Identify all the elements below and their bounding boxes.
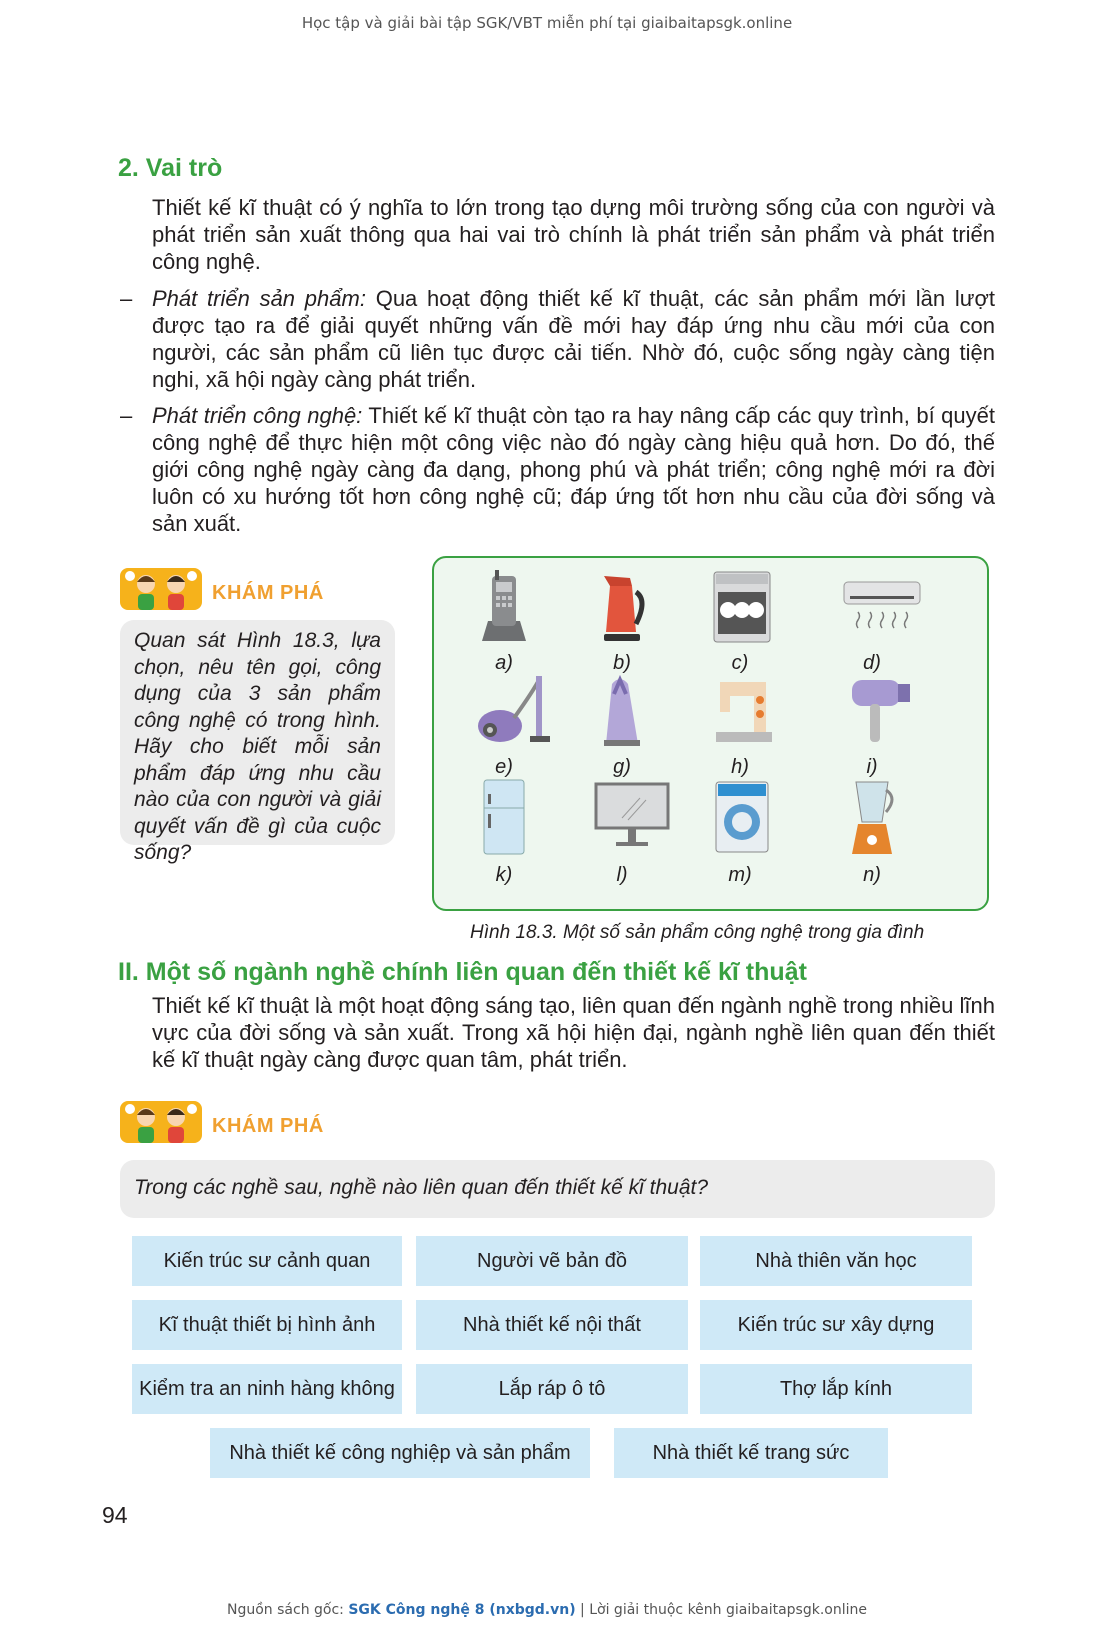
figure-label: d) bbox=[863, 652, 881, 674]
list-item bbox=[120, 402, 995, 537]
figure-item bbox=[454, 566, 554, 678]
footer-source-link[interactable]: SGK Công nghệ 8 (nxbgd.vn) bbox=[348, 1602, 576, 1618]
section-title: 2. Vai trò bbox=[118, 154, 223, 182]
caption-prefix: Hình 18.3. bbox=[470, 922, 558, 943]
figure-label: e) bbox=[495, 756, 513, 778]
explore-question-box bbox=[120, 1160, 995, 1218]
item-term: Phát triển công nghệ: bbox=[152, 403, 363, 428]
figure-18-3 bbox=[432, 556, 989, 911]
job-box: Nhà thiết kế nội thất bbox=[416, 1300, 688, 1350]
vacuum-cleaner-icon bbox=[474, 670, 554, 750]
figure-label: n) bbox=[863, 864, 881, 886]
explore-question-box bbox=[120, 620, 395, 864]
figure-item bbox=[454, 778, 554, 890]
figure-item bbox=[572, 778, 672, 890]
washing-machine-icon bbox=[710, 778, 774, 858]
electric-kettle-icon bbox=[592, 566, 652, 646]
figure-item bbox=[690, 778, 790, 890]
students-icon bbox=[120, 568, 202, 610]
figure-label: b) bbox=[613, 652, 631, 674]
job-box: Thợ lắp kính bbox=[700, 1364, 972, 1414]
figure-caption bbox=[470, 922, 924, 944]
hair-dryer-icon bbox=[842, 670, 922, 750]
explore-label: KHÁM PHÁ bbox=[212, 1115, 324, 1137]
figure-label: l) bbox=[616, 864, 628, 886]
dash-bullet: – bbox=[120, 286, 133, 311]
job-box: Kiến trúc sư cảnh quan bbox=[132, 1236, 402, 1286]
dash-bullet: – bbox=[120, 403, 133, 428]
job-box: Kiến trúc sư xây dựng bbox=[700, 1300, 972, 1350]
figure-label: k) bbox=[495, 864, 513, 886]
list-item bbox=[120, 285, 995, 393]
footer-prefix: Nguồn sách gốc: bbox=[227, 1602, 349, 1618]
explore-badge bbox=[120, 1101, 340, 1145]
figure-label: h) bbox=[731, 756, 749, 778]
figure-label: i) bbox=[866, 756, 878, 778]
job-box: Nhà thiên văn học bbox=[700, 1236, 972, 1286]
section-intro: Thiết kế kĩ thuật có ý nghĩa to lớn trong tạo dựng môi trường sống của con người và phát triển sản xuất thông qua hai vai trò chính là phát triển sản phẩm và phát triển công nghệ. bbox=[152, 195, 995, 274]
explore-badge bbox=[120, 568, 340, 612]
telephone-icon bbox=[474, 566, 534, 646]
footer bbox=[0, 1602, 1094, 1618]
item-text: Thiết kế kĩ thuật còn tạo ra hay nâng cấp các quy trình, bí quyết công nghệ để thực hiện một công việc nào đó ngày càng hiệu quả hơn. Do đó, thế giới công nghệ ngày càng đa dạng, phong phú và phát triển; công nghệ mới ra đời luôn có xu hướng tốt hơn công nghệ cũ; đáp ứng tốt hơn nhu cầu của đời sống và sản xuất. bbox=[152, 403, 995, 536]
figure-item bbox=[690, 566, 790, 678]
job-box: Kiểm tra an ninh hàng không bbox=[132, 1364, 402, 1414]
figure-item bbox=[690, 670, 790, 782]
blender-icon bbox=[842, 778, 902, 858]
television-icon bbox=[592, 778, 672, 858]
figure-item bbox=[822, 778, 922, 890]
figure-item bbox=[822, 670, 922, 782]
figure-item bbox=[822, 566, 922, 678]
job-box: Nhà thiết kế trang sức bbox=[614, 1428, 888, 1478]
figure-label: c) bbox=[731, 652, 749, 674]
item-text: Qua hoạt động thiết kế kĩ thuật, các sản phẩm mới lần lượt được tạo ra để giải quyết những vấn đề mới hay đáp ứng nhu cầu mới của con người, các sản phẩm cũ liên tục được cải tiến. Nhờ đó, cuộc sống ngày càng tiện nghi, xã hội ngày càng phát triển. bbox=[152, 286, 995, 392]
figure-label: m) bbox=[728, 864, 752, 886]
figure-item bbox=[572, 566, 672, 678]
dishwasher-icon bbox=[710, 566, 774, 646]
figure-label: g) bbox=[613, 756, 631, 778]
footer-suffix: | Lời giải thuộc kênh giaibaitapsgk.online bbox=[575, 1602, 867, 1618]
explore-question: Quan sát Hình 18.3, lựa chọn, nêu tên gọi, công dụng của 3 sản phẩm công nghệ có trong hình. Hãy cho biết mỗi sản phẩm đáp ứng nhu cầu nào của con người và giải quyết vấn đề gì của cuộc sống? bbox=[134, 629, 381, 864]
figure-item bbox=[454, 670, 554, 782]
air-conditioner-icon bbox=[842, 566, 922, 646]
page-number: 94 bbox=[102, 1502, 128, 1528]
figure-label: a) bbox=[495, 652, 513, 674]
section-intro: Thiết kế kĩ thuật là một hoạt động sáng tạo, liên quan đến ngành nghề trong nhiều lĩnh vực của đời sống và sản xuất. Trong xã hội hiện đại, ngành nghề liên quan đến thiết kế kĩ thuật ngày càng được quan tâm, phát triển. bbox=[152, 993, 995, 1072]
job-box: Lắp ráp ô tô bbox=[416, 1364, 688, 1414]
figure-item bbox=[572, 670, 672, 782]
sewing-machine-icon bbox=[710, 670, 774, 750]
refrigerator-icon bbox=[474, 778, 534, 858]
job-box: Kĩ thuật thiết bị hình ảnh bbox=[132, 1300, 402, 1350]
item-term: Phát triển sản phẩm: bbox=[152, 286, 366, 311]
explore-question: Trong các nghề sau, nghề nào liên quan đến thiết kế kĩ thuật? bbox=[134, 1176, 709, 1199]
explore-label: KHÁM PHÁ bbox=[212, 582, 324, 604]
caption-text: Một số sản phẩm công nghệ trong gia đình bbox=[557, 922, 925, 943]
job-box: Nhà thiết kế công nghiệp và sản phẩm bbox=[210, 1428, 590, 1478]
students-icon bbox=[120, 1101, 202, 1143]
job-box: Người vẽ bản đồ bbox=[416, 1236, 688, 1286]
iron-icon bbox=[592, 670, 652, 750]
section-title: II. Một số ngành nghề chính liên quan đến thiết kế kĩ thuật bbox=[118, 958, 807, 986]
header-note: Học tập và giải bài tập SGK/VBT miễn phí tại giaibaitapsgk.online bbox=[301, 14, 793, 32]
